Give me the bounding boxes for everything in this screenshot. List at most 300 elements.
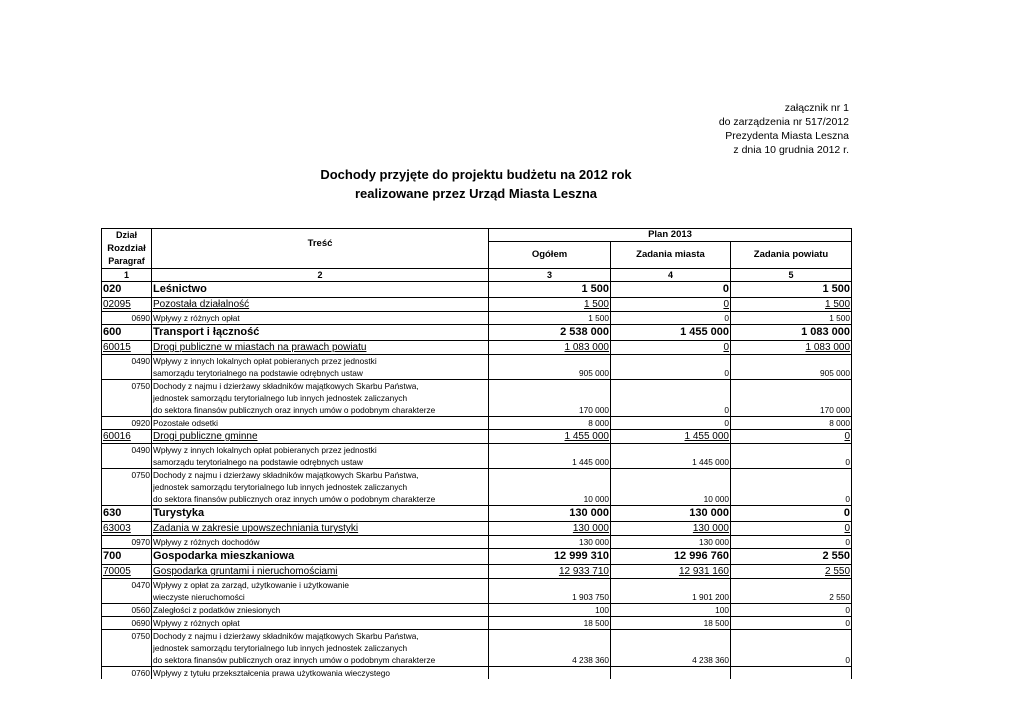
row-code	[102, 667, 152, 680]
row-ogolem	[489, 444, 611, 457]
table-body	[102, 282, 852, 680]
row-zadania-miasta	[611, 380, 731, 393]
row-text-value: Wpływy z różnych opłat	[153, 618, 240, 628]
table-row	[102, 604, 852, 617]
row-zadania-miasta	[611, 298, 731, 312]
row-zadania-powiatu	[731, 430, 852, 444]
row-ogolem	[489, 430, 611, 444]
row-code	[102, 565, 152, 579]
budget-table	[101, 228, 852, 679]
row-code	[102, 341, 152, 355]
row-text-value: Wpływy z różnych dochodów	[153, 537, 260, 547]
row-text-value: samorządu terytorialnego na podstawie odrębnych ustaw	[153, 457, 363, 467]
row-text	[152, 642, 489, 654]
header-ogolem: Ogółem	[489, 242, 611, 269]
row-zadania-miasta	[611, 469, 731, 482]
row-code	[102, 654, 152, 667]
header-num-5: 5	[731, 269, 852, 282]
table-row	[102, 591, 852, 604]
row-zadania-powiatu-value: 8 000	[829, 418, 851, 428]
row-zadania-miasta	[611, 444, 731, 457]
row-code	[102, 355, 152, 368]
row-zadania-powiatu	[731, 404, 852, 417]
table-row	[102, 536, 852, 549]
row-ogolem	[489, 404, 611, 417]
row-code	[102, 536, 152, 549]
row-text-value: Zadania w zakresie upowszechniania turystyki	[153, 523, 359, 534]
table-row	[102, 506, 852, 522]
row-ogolem	[489, 325, 611, 341]
table-row	[102, 481, 852, 493]
row-zadania-powiatu	[731, 282, 852, 298]
row-zadania-miasta-value: 0	[723, 299, 729, 310]
row-zadania-powiatu	[731, 444, 852, 457]
row-text-value: jednostek samorządu terytorialnego lub innych jednostek zaliczanych	[153, 393, 408, 403]
row-zadania-miasta-value: 0	[724, 418, 729, 428]
row-zadania-miasta-value: 1 901 200	[692, 592, 729, 602]
row-zadania-powiatu	[731, 493, 852, 506]
annex-line-3: Prezydenta Miasta Leszna	[725, 130, 849, 142]
row-code	[102, 617, 152, 630]
row-text	[152, 444, 489, 457]
row-code	[102, 481, 152, 493]
table-row	[102, 380, 852, 393]
header-num-4: 4	[611, 269, 731, 282]
row-text-value: do sektora finansów publicznych oraz innych umów o podobnym charakterze	[153, 655, 436, 665]
table-row	[102, 667, 852, 680]
row-text	[152, 298, 489, 312]
table-row	[102, 404, 852, 417]
row-ogolem-value: 1 500	[583, 299, 609, 310]
row-zadania-powiatu-value: 1 083 000	[801, 326, 851, 338]
row-zadania-miasta-value: 12 996 760	[673, 550, 729, 562]
row-zadania-miasta-value: 1 445 000	[692, 457, 729, 467]
row-zadania-miasta	[611, 493, 731, 506]
row-zadania-miasta	[611, 392, 731, 404]
row-zadania-miasta-value: 1 455 000	[680, 326, 729, 338]
row-code-value: 020	[103, 283, 122, 295]
table-row	[102, 298, 852, 312]
table-row	[102, 654, 852, 667]
row-zadania-miasta	[611, 549, 731, 565]
row-zadania-powiatu-value: 2 550	[824, 566, 851, 577]
table-row	[102, 430, 852, 444]
row-code-value: 0920	[131, 418, 150, 428]
row-zadania-miasta	[611, 312, 731, 325]
row-zadania-miasta	[611, 667, 731, 680]
annex-note	[719, 101, 849, 157]
row-zadania-powiatu	[731, 591, 852, 604]
row-zadania-powiatu	[731, 417, 852, 430]
table-row	[102, 522, 852, 536]
row-ogolem-value: 1 445 000	[572, 457, 609, 467]
row-text-value: Wpływy z innych lokalnych opłat pobieranych przez jednostki	[153, 356, 377, 366]
table-row	[102, 493, 852, 506]
row-code-value: 60016	[103, 431, 131, 442]
row-zadania-miasta-value: 4 238 360	[692, 655, 729, 665]
row-zadania-miasta	[611, 355, 731, 368]
row-zadania-miasta-value: 0	[724, 313, 729, 323]
row-ogolem	[489, 642, 611, 654]
row-zadania-miasta	[611, 536, 731, 549]
table-row	[102, 565, 852, 579]
row-text	[152, 325, 489, 341]
header-codes	[102, 229, 152, 269]
row-zadania-miasta-value: 0	[723, 342, 729, 353]
row-text-value: Pozostałe odsetki	[153, 418, 219, 428]
row-text	[152, 591, 489, 604]
row-text-value: Wpływy z innych lokalnych opłat pobieranych przez jednostki	[153, 445, 377, 455]
row-text	[152, 404, 489, 417]
row-text-value: Dochody z najmu i dzierżawy składników majątkowych Skarbu Państwa,	[153, 381, 419, 391]
row-code-value: 0750	[131, 631, 150, 641]
table-row	[102, 617, 852, 630]
header-num-1: 1	[102, 269, 152, 282]
row-ogolem-value: 10 000	[583, 494, 609, 504]
row-zadania-miasta	[611, 565, 731, 579]
row-code	[102, 380, 152, 393]
row-text	[152, 579, 489, 592]
annex-line-1: załącznik nr 1	[784, 102, 849, 114]
row-ogolem-value: 130 000	[579, 537, 609, 547]
table-row	[102, 579, 852, 592]
row-text-value: Gospodarka gruntami i nieruchomościami	[153, 566, 338, 577]
row-text-value: Wpływy z różnych opłat	[153, 313, 240, 323]
row-zadania-miasta-value: 130 000	[692, 523, 729, 534]
row-code	[102, 392, 152, 404]
row-text-value: Turystyka	[153, 507, 205, 519]
row-ogolem	[489, 456, 611, 469]
row-zadania-miasta	[611, 404, 731, 417]
row-zadania-miasta-value: 0	[724, 405, 729, 415]
row-zadania-miasta	[611, 282, 731, 298]
row-zadania-powiatu	[731, 298, 852, 312]
header-zadania-miasta: Zadania miasta	[611, 242, 731, 269]
row-ogolem	[489, 481, 611, 493]
row-code-value: 63003	[103, 523, 131, 534]
table-row	[102, 456, 852, 469]
row-code-value: 630	[103, 507, 122, 519]
row-zadania-powiatu-value: 0	[845, 537, 851, 547]
row-text	[152, 493, 489, 506]
row-ogolem	[489, 604, 611, 617]
row-ogolem	[489, 469, 611, 482]
header-plan: Plan 2013	[489, 229, 852, 242]
row-zadania-powiatu	[731, 667, 852, 680]
row-text	[152, 522, 489, 536]
row-ogolem-value: 1 500	[588, 313, 609, 323]
table-row	[102, 282, 852, 298]
row-ogolem-value: 12 999 310	[553, 550, 609, 562]
row-code	[102, 630, 152, 643]
row-zadania-powiatu-value: 905 000	[820, 368, 851, 378]
title-line-2: realizowane przez Urząd Miasta Leszna	[354, 186, 598, 201]
header-tresc: Treść	[152, 229, 489, 269]
row-code	[102, 404, 152, 417]
row-zadania-miasta	[611, 654, 731, 667]
row-zadania-miasta	[611, 481, 731, 493]
row-code	[102, 522, 152, 536]
row-code	[102, 604, 152, 617]
row-text	[152, 549, 489, 565]
row-ogolem	[489, 298, 611, 312]
row-zadania-miasta-value: 130 000	[699, 537, 729, 547]
row-text	[152, 367, 489, 380]
row-ogolem	[489, 506, 611, 522]
row-ogolem-value: 4 238 360	[572, 655, 609, 665]
row-text	[152, 469, 489, 482]
table-row	[102, 630, 852, 643]
row-zadania-powiatu-value: 170 000	[820, 405, 851, 415]
row-zadania-powiatu	[731, 456, 852, 469]
table-row	[102, 444, 852, 457]
table-row	[102, 392, 852, 404]
row-zadania-miasta-value: 12 931 160	[678, 566, 729, 577]
row-code	[102, 591, 152, 604]
row-code	[102, 430, 152, 444]
row-text	[152, 617, 489, 630]
row-text-value: do sektora finansów publicznych oraz innych umów o podobnym charakterze	[153, 494, 436, 504]
row-code-value: 0470	[131, 580, 150, 590]
row-zadania-powiatu	[731, 617, 852, 630]
row-code-value: 0750	[131, 470, 150, 480]
header-paragraf: Paragraf	[108, 256, 145, 266]
row-text-value: Transport i łączność	[153, 326, 260, 338]
row-code-value: 0760	[131, 668, 150, 678]
header-dzial: Dział	[115, 230, 137, 240]
row-text	[152, 456, 489, 469]
row-ogolem-value: 905 000	[579, 368, 609, 378]
row-text	[152, 604, 489, 617]
header-num-2: 2	[152, 269, 489, 282]
row-zadania-powiatu-value: 0	[844, 523, 851, 534]
row-ogolem	[489, 392, 611, 404]
row-zadania-powiatu-value: 1 500	[822, 283, 851, 295]
row-zadania-powiatu	[731, 642, 852, 654]
row-text-value: Drogi publiczne w miastach na prawach powiatu	[153, 342, 367, 353]
row-code	[102, 469, 152, 482]
row-text-value: Dochody z najmu i dzierżawy składników majątkowych Skarbu Państwa,	[153, 470, 419, 480]
row-code-value: 700	[103, 550, 122, 562]
header-rozdzial: Rozdział	[107, 243, 146, 254]
row-zadania-miasta	[611, 522, 731, 536]
row-ogolem	[489, 591, 611, 604]
row-zadania-miasta-value: 0	[722, 283, 729, 295]
row-ogolem	[489, 565, 611, 579]
table-row	[102, 469, 852, 482]
row-text-value: Leśnictwo	[153, 283, 207, 295]
row-text-value: samorządu terytorialnego na podstawie odrębnych ustaw	[153, 368, 363, 378]
row-code	[102, 444, 152, 457]
row-zadania-powiatu	[731, 549, 852, 565]
row-code-value: 0970	[131, 537, 150, 547]
table-row	[102, 312, 852, 325]
row-zadania-miasta-value: 1 455 000	[684, 431, 729, 442]
row-zadania-miasta	[611, 367, 731, 380]
annex-line-2: do zarządzenia nr 517/2012	[718, 116, 849, 128]
row-zadania-miasta-value: 130 000	[689, 507, 729, 519]
row-ogolem	[489, 355, 611, 368]
row-text	[152, 312, 489, 325]
row-ogolem	[489, 312, 611, 325]
row-text-value: jednostek samorządu terytorialnego lub innych jednostek zaliczanych	[153, 482, 408, 492]
row-zadania-miasta	[611, 642, 731, 654]
row-text	[152, 667, 489, 680]
row-text-value: Drogi publiczne gminne	[153, 431, 258, 442]
row-zadania-miasta	[611, 430, 731, 444]
row-text	[152, 536, 489, 549]
row-zadania-powiatu	[731, 506, 852, 522]
row-code-value: 600	[103, 326, 122, 338]
row-text	[152, 654, 489, 667]
row-code	[102, 312, 152, 325]
row-text-value: jednostek samorządu terytorialnego lub innych jednostek zaliczanych	[153, 643, 408, 653]
row-zadania-powiatu-value: 1 083 000	[805, 342, 851, 353]
row-zadania-powiatu	[731, 341, 852, 355]
row-zadania-miasta	[611, 341, 731, 355]
table-row	[102, 325, 852, 341]
row-zadania-powiatu-value: 0	[845, 457, 851, 467]
row-zadania-powiatu	[731, 355, 852, 368]
row-ogolem-value: 100	[595, 605, 609, 615]
row-code-value: 0560	[131, 605, 150, 615]
row-text-value: do sektora finansów publicznych oraz innych umów o podobnym charakterze	[153, 405, 436, 415]
row-text	[152, 630, 489, 643]
row-code-value: 0690	[131, 618, 150, 628]
row-ogolem-value: 1 500	[581, 283, 609, 295]
title-line-1: Dochody przyjęte do projektu budżetu na 2012 rok	[320, 167, 632, 182]
row-zadania-powiatu-value: 0	[843, 507, 851, 519]
row-zadania-miasta-value: 10 000	[703, 494, 729, 504]
table-row	[102, 417, 852, 430]
row-zadania-miasta	[611, 579, 731, 592]
row-ogolem-value: 1 083 000	[564, 342, 609, 353]
row-zadania-powiatu	[731, 579, 852, 592]
row-zadania-powiatu	[731, 536, 852, 549]
row-ogolem	[489, 341, 611, 355]
row-code	[102, 642, 152, 654]
row-ogolem	[489, 367, 611, 380]
row-text	[152, 506, 489, 522]
row-text	[152, 417, 489, 430]
row-zadania-powiatu	[731, 325, 852, 341]
row-ogolem	[489, 536, 611, 549]
row-zadania-miasta-value: 100	[715, 605, 729, 615]
row-zadania-miasta	[611, 617, 731, 630]
row-zadania-powiatu-value: 0	[845, 655, 851, 665]
row-text	[152, 282, 489, 298]
row-ogolem-value: 1 903 750	[572, 592, 609, 602]
row-text-value: wieczyste nieruchomości	[153, 592, 245, 602]
row-zadania-miasta-value: 0	[724, 368, 729, 378]
row-ogolem	[489, 417, 611, 430]
row-text-value: Gospodarka mieszkaniowa	[153, 550, 295, 562]
row-zadania-powiatu-value: 0	[845, 605, 851, 615]
row-ogolem	[489, 617, 611, 630]
row-code	[102, 282, 152, 298]
row-zadania-powiatu	[731, 469, 852, 482]
row-text-value: Wpływy z opłat za zarząd, użytkowanie i użytkowanie	[153, 580, 349, 590]
row-ogolem	[489, 667, 611, 680]
row-zadania-powiatu	[731, 312, 852, 325]
row-zadania-powiatu	[731, 604, 852, 617]
row-ogolem	[489, 522, 611, 536]
row-text	[152, 380, 489, 393]
row-ogolem-value: 130 000	[569, 507, 609, 519]
row-code-value: 0750	[131, 381, 150, 391]
row-zadania-miasta	[611, 630, 731, 643]
row-code	[102, 325, 152, 341]
row-ogolem-value: 1 455 000	[564, 431, 609, 442]
row-zadania-powiatu-value: 0	[844, 431, 851, 442]
row-ogolem	[489, 549, 611, 565]
row-zadania-powiatu	[731, 522, 852, 536]
row-zadania-powiatu-value: 1 500	[829, 313, 851, 323]
row-text	[152, 341, 489, 355]
row-code-value: 02095	[103, 299, 131, 310]
row-code-value: 0690	[131, 313, 150, 323]
row-ogolem-value: 130 000	[572, 523, 609, 534]
row-text-value: Pozostała działalność	[153, 299, 250, 310]
row-text	[152, 392, 489, 404]
row-ogolem	[489, 579, 611, 592]
row-text-value: Dochody z najmu i dzierżawy składników majątkowych Skarbu Państwa,	[153, 631, 419, 641]
table-row	[102, 355, 852, 368]
row-zadania-miasta-value: 18 500	[703, 618, 729, 628]
row-ogolem-value: 12 933 710	[558, 566, 609, 577]
row-ogolem	[489, 380, 611, 393]
annex-line-4: z dnia 10 grudnia 2012 r.	[733, 144, 849, 156]
row-ogolem-value: 2 538 000	[560, 326, 609, 338]
row-text	[152, 481, 489, 493]
row-text-value: Wpływy z tytułu przekształcenia prawa użytkowania wieczystego	[153, 668, 391, 678]
row-text	[152, 355, 489, 368]
row-ogolem-value: 8 000	[588, 418, 609, 428]
row-code-value: 0490	[131, 356, 150, 366]
row-code	[102, 549, 152, 565]
table-row	[102, 642, 852, 654]
row-ogolem-value: 170 000	[579, 405, 609, 415]
row-code	[102, 417, 152, 430]
row-zadania-miasta	[611, 506, 731, 522]
row-code-value: 60015	[103, 342, 131, 353]
row-zadania-powiatu	[731, 565, 852, 579]
row-code	[102, 456, 152, 469]
row-zadania-powiatu	[731, 481, 852, 493]
row-zadania-powiatu	[731, 654, 852, 667]
row-text	[152, 430, 489, 444]
row-code	[102, 579, 152, 592]
row-ogolem	[489, 282, 611, 298]
document-title	[0, 165, 952, 203]
table-row	[102, 549, 852, 565]
row-ogolem	[489, 630, 611, 643]
row-zadania-powiatu	[731, 630, 852, 643]
row-ogolem-value: 18 500	[583, 618, 609, 628]
row-code	[102, 506, 152, 522]
row-code-value: 0490	[131, 445, 150, 455]
row-zadania-miasta	[611, 325, 731, 341]
row-code	[102, 298, 152, 312]
row-zadania-powiatu-value: 2 550	[822, 550, 851, 562]
row-code	[102, 367, 152, 380]
row-zadania-powiatu	[731, 367, 852, 380]
row-zadania-powiatu-value: 1 500	[824, 299, 851, 310]
row-zadania-miasta	[611, 591, 731, 604]
row-zadania-miasta	[611, 604, 731, 617]
row-zadania-powiatu-value: 0	[845, 618, 851, 628]
table-row	[102, 341, 852, 355]
